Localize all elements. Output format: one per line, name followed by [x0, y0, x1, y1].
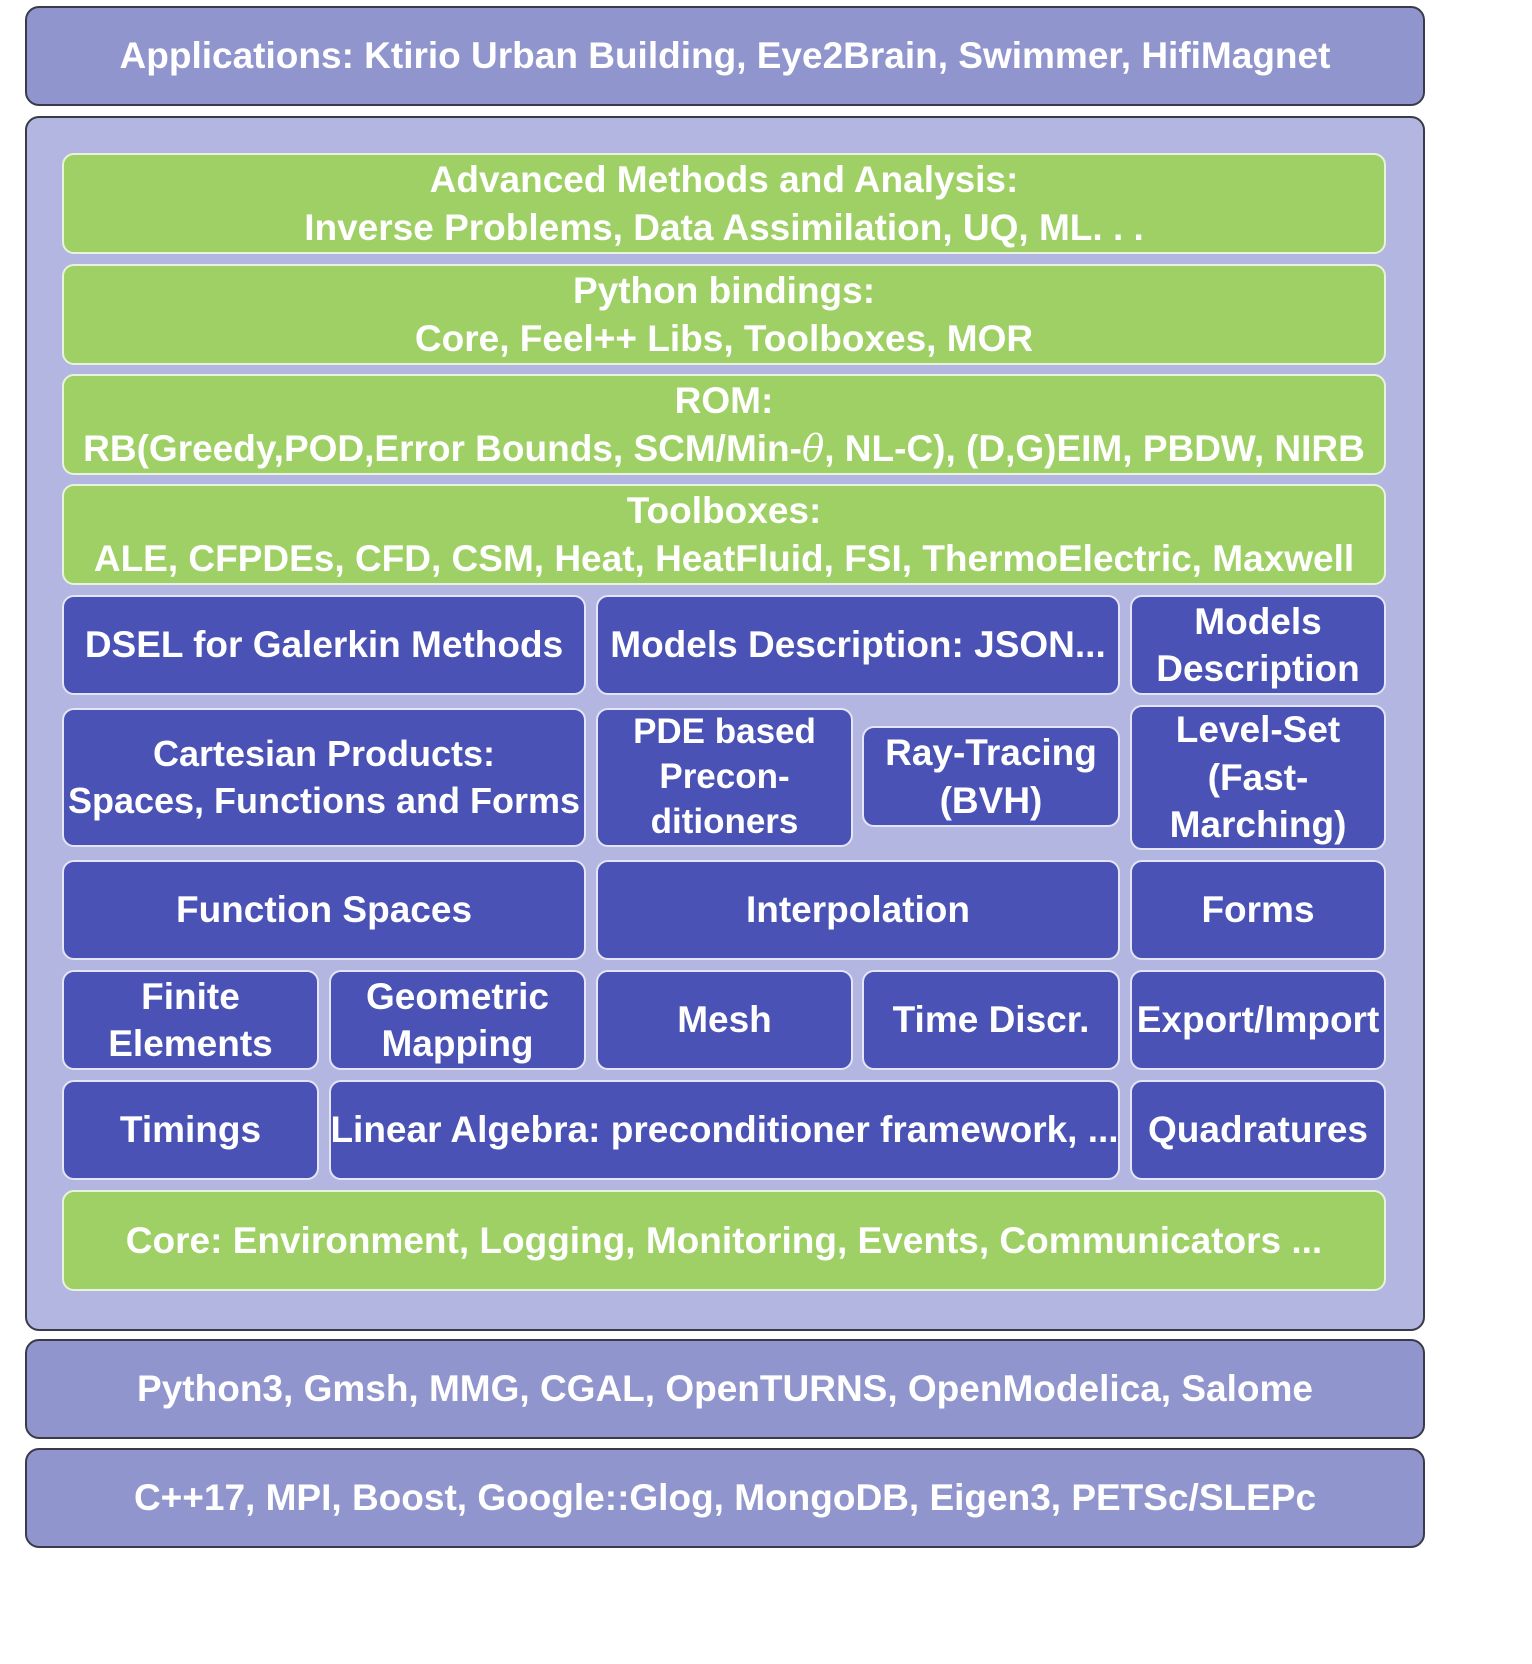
- export-import-label: Export/Import: [1136, 999, 1380, 1041]
- applications-label: Applications: Ktirio Urban Building, Eye2Brain, Swimmer, HifiMagnet: [119, 34, 1331, 76]
- forms-label: Forms: [1201, 889, 1315, 931]
- ray-tracing-line2: (BVH): [939, 779, 1043, 821]
- timings-module: [62, 1080, 319, 1180]
- toolboxes-title: Toolboxes:: [626, 490, 822, 532]
- time-discr-module: [862, 970, 1120, 1070]
- rom-items-part2: , NL-C), (D,G)EIM, PBDW, NIRB: [824, 427, 1365, 469]
- forms-module: [1130, 860, 1386, 960]
- time-discr-label: Time Discr.: [892, 999, 1090, 1041]
- rom-layer: [62, 374, 1386, 475]
- models-description-line1: Models: [1194, 600, 1322, 642]
- advanced-methods-layer: [62, 153, 1386, 254]
- base-dependencies-layer: [25, 1448, 1425, 1548]
- level-set-module: [1130, 705, 1386, 850]
- cartesian-line2: Spaces, Functions and Forms: [67, 779, 581, 821]
- ray-tracing-line1: Ray-Tracing: [885, 732, 1097, 774]
- python-bindings-layer: [62, 264, 1386, 365]
- geometric-mapping-line1: Geometric: [365, 975, 549, 1017]
- pde-precond-line2: Precon-: [659, 757, 790, 797]
- applications-layer: [25, 6, 1425, 106]
- third-party-layer: [25, 1339, 1425, 1439]
- third-party-label: Python3, Gmsh, MMG, CGAL, OpenTURNS, OpenModelica, Salome: [137, 1367, 1313, 1409]
- python-bindings-items: Core, Feel++ Libs, Toolboxes, MOR: [414, 317, 1034, 359]
- export-import-module: [1130, 970, 1386, 1070]
- core-label: Core: Environment, Logging, Monitoring, Events, Communicators ...: [125, 1219, 1323, 1261]
- pde-precond-line3: ditioners: [650, 801, 799, 841]
- advanced-methods-title: Advanced Methods and Analysis:: [429, 159, 1019, 201]
- cartesian-products-module: [62, 708, 586, 847]
- base-dependencies-label: C++17, MPI, Boost, Google::Glog, MongoDB, Eigen3, PETSc/SLEPc: [133, 1476, 1317, 1518]
- level-set-line2: (Fast-: [1207, 756, 1309, 798]
- mesh-module: [596, 970, 853, 1070]
- finite-elements-line2: Elements: [108, 1023, 273, 1064]
- rom-items-part1: RB(Greedy,POD,Error Bounds, SCM/Min-: [83, 427, 802, 469]
- finite-elements-line1: Finite: [141, 975, 240, 1017]
- core-layer: [62, 1190, 1386, 1291]
- models-json-label: Models Description: JSON...: [610, 624, 1106, 666]
- dsel-galerkin-module: [62, 595, 586, 695]
- pde-preconditioners-module: [596, 708, 853, 847]
- function-spaces-label: Function Spaces: [175, 889, 473, 931]
- models-json-module: [596, 595, 1120, 695]
- interpolation-label: Interpolation: [745, 889, 971, 931]
- linear-algebra-module: [329, 1080, 1120, 1180]
- models-description-line2: Description: [1156, 648, 1360, 689]
- pde-precond-line1: PDE based: [633, 712, 816, 752]
- geometric-mapping-line2: Mapping: [381, 1023, 534, 1064]
- function-spaces-module: [62, 860, 586, 960]
- ray-tracing-module: [862, 726, 1120, 827]
- python-bindings-title: Python bindings:: [572, 270, 876, 312]
- geometric-mapping-module: [329, 970, 586, 1070]
- cartesian-line1: Cartesian Products:: [152, 733, 496, 775]
- timings-label: Timings: [119, 1109, 262, 1151]
- advanced-methods-items: Inverse Problems, Data Assimilation, UQ, ML. . .: [304, 206, 1144, 248]
- rom-items: [83, 425, 1365, 472]
- interpolation-module: [596, 860, 1120, 960]
- toolboxes-items: ALE, CFPDEs, CFD, CSM, Heat, HeatFluid, FSI, ThermoElectric, Maxwell: [93, 537, 1355, 579]
- toolboxes-layer: [62, 484, 1386, 585]
- models-description-module: [1130, 595, 1386, 695]
- rom-title: ROM:: [674, 380, 774, 422]
- theta-symbol: θ: [801, 426, 825, 470]
- dsel-galerkin-label: DSEL for Galerkin Methods: [84, 624, 564, 666]
- quadratures-module: [1130, 1080, 1386, 1180]
- finite-elements-module: [62, 970, 319, 1070]
- level-set-line1: Level-Set: [1175, 709, 1341, 751]
- level-set-line3: Marching): [1169, 804, 1347, 846]
- quadratures-label: Quadratures: [1147, 1109, 1368, 1151]
- linear-algebra-label: Linear Algebra: preconditioner framework, ...: [330, 1109, 1119, 1151]
- mesh-label: Mesh: [677, 999, 772, 1041]
